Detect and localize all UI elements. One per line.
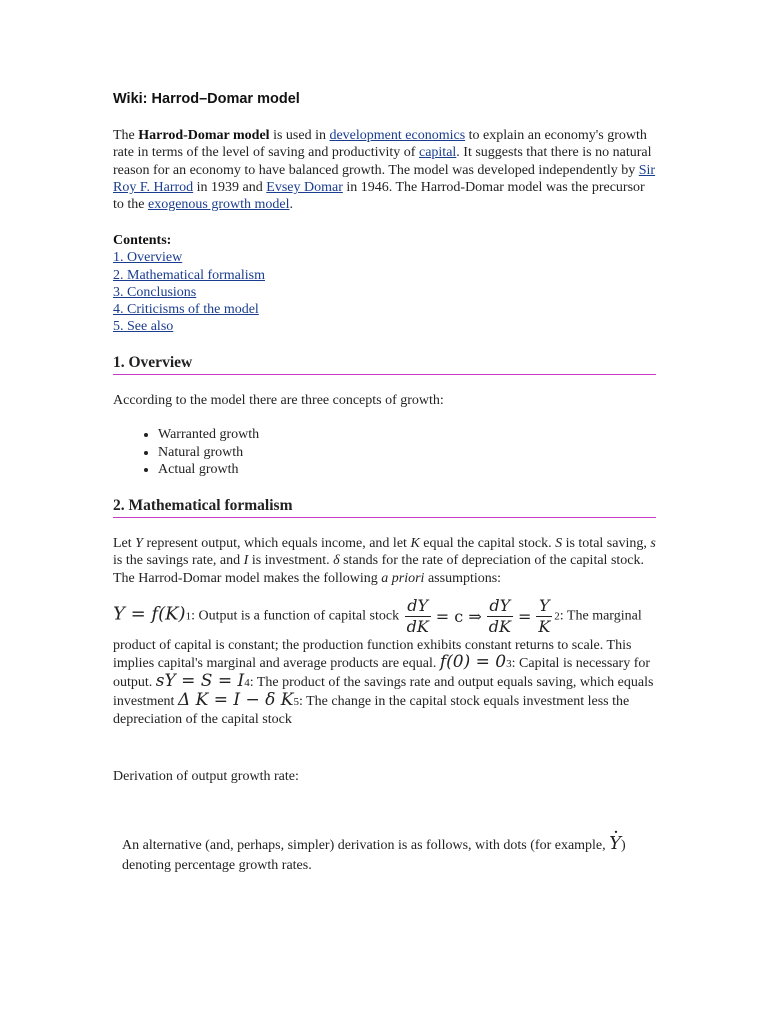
intro-paragraph: The Harrod-Domar model is used in development economics to explain an economy's growth rate in terms of the level of saving and productivity of capital. It suggests that there is no natural reason for an economy to have balanced growth. The model was developed independently by Sir Roy F. Harrod in 1939 and Evsey Domar in 1946. The Harrod-Domar model was the precursor to the exogenous growth model. [113,128,656,213]
overview-lead: According to the model there are three concepts of growth: [113,393,444,408]
assumptions-paragraph: Y = f(K)1: Output is a function of capital stock $\frac{dY}{dK}$ = c ⇒ $\frac{dY}{dK}$ = $\frac{Y}{K}$ 2: The marginal product of capital is constant; the production function exhibits constant returns to scale. This implies capital's marginal and average products are equal. f(0) = 03: Capital is necessary for output. sY = S = I4: The product of the savings rate and output equals saving, which equals investment Δ K = I − δ K5: The change in the capital stock equals investment less the depreciation of the capital stock [113,596,654,727]
link-capital[interactable]: capital [418,145,457,161]
section-heading-overview: 1. Overview [113,354,656,375]
link-evsey-domar[interactable]: Evsey Domar [266,179,343,195]
equation-4: sY = S = I [155,671,245,691]
toc-link-mathematical-formalism[interactable]: 2. Mathematical formalism [113,267,266,283]
equation-2-frac: $\frac{dY}{dK}$ [406,596,429,636]
link-exogenous-growth-model[interactable]: exogenous growth model [148,197,290,213]
link-development-economics[interactable]: development economics [329,128,466,143]
toc-link-overview[interactable]: 1. Overview [113,250,183,266]
section-heading-formalism: 2. Mathematical formalism [113,497,656,518]
alternative-derivation: An alternative (and, perhaps, simpler) derivation is as follows, with dots (for example, · Y) denoting percentage growth rates. [122,834,657,876]
page-title: Wiki: Harrod–Domar model [113,91,300,107]
equation-5: Δ K = I − δ K [177,690,294,710]
list-item: • Natural growth [158,444,259,462]
bold-term: Harrod-Domar model [138,128,270,143]
derivation-label: Derivation of output growth rate: [113,769,299,784]
equation-1: Y = f(K) [113,603,186,625]
formalism-intro: Let Y represent output, which equals income, and let K equal the capital stock. S is total saving, s is the savings rate, and I is investment. δ stands for the rate of depreciation of the capital stock. The Harrod-Domar model makes the following a priori assumptions: [113,536,656,586]
table-of-contents [113,232,265,336]
link-roy-harrod[interactable]: Sir Roy F. Harrod [113,162,656,195]
growth-concepts-list [113,426,259,479]
toc-link-criticisms[interactable]: 4. Criticisms of the model [113,302,259,318]
toc-link-conclusions[interactable]: 3. Conclusions [113,284,197,300]
y-dot-symbol: · Y [609,833,621,854]
list-item: • Actual growth [158,461,259,479]
toc-link-see-also[interactable]: 5. See also [113,319,174,335]
list-item: • Warranted growth [158,426,259,444]
contents-label: Contents: [113,233,172,248]
equation-3: f(0) = 0 [439,652,507,672]
